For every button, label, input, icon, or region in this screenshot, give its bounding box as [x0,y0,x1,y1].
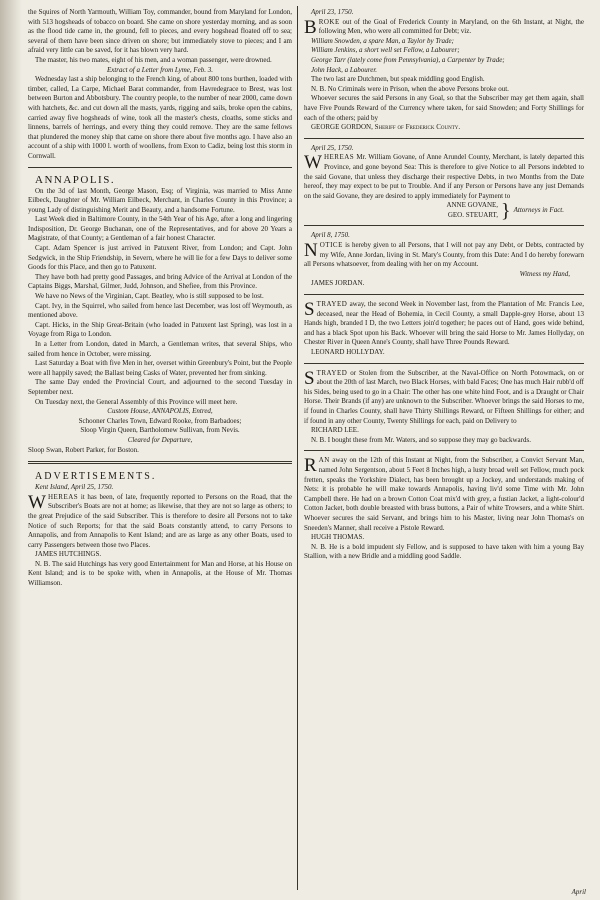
drop-cap: R [304,455,317,477]
advertisement-govane [304,144,584,221]
ad-text: away, the second Week in November last, from the Plantation of Mr. Francis Lee, deceased, near the Head of Bohemia, in Cecil County, a small Dapple-grey Horse, about 13 Hands high, branded I D, the two Letters join'd together; he paces out of Hand, goes wide behind, and has a black Spot upon his Back. Whoever will bring the said Horse to Mr. James Hollyday, on Chester River in Queen Anne's County, shall have Three Pounds Reward. [304,300,584,347]
ad-signature: RICHARD LEE. [311,426,359,435]
advertisement-lee [304,369,584,446]
drop-cap: B [304,16,317,38]
ad-note: The two last are Dutchmen, but speak middling good English. [311,75,485,84]
ad-signature: JAMES HUTCHINGS. [35,550,102,559]
ad-witness: Witness my Hand, [519,269,570,278]
drop-cap: S [304,367,315,389]
ad-dateline: April 25, 1750. [311,143,354,152]
news-paragraph: In a Letter from London, dated in March, a Gentleman writes, that several Ships, who sailed from hence in October, were missing. [28,340,292,358]
ad-rule [304,450,584,451]
ad-note: N. B. The said Hutchings has very good Entertainment for Man and Horse, at his House on Kent Island; and is to be spoke with, when in Annapolis, at the House of Mr. Thomas Williamson. [28,559,292,588]
ad-note: N. B. I bought these from Mr. Waters, and so suppose they may go backwards. [311,435,531,444]
ad-body [304,153,584,201]
ad-body [28,493,292,551]
ad-text: out of the Goal of Frederick County in Maryland, on the 6th Instant, at Night, the following Men, who were all committed for Debt; viz. [318,17,584,36]
ad-rule [304,225,584,226]
drop-cap: S [304,299,315,321]
ad-list-item: George Tarr (lately come from Pennsylvania), a Carpenter by Trade; [311,55,505,64]
ad-text: or Stolen from the Subscriber, at the Naval-Office on North Potowmack, on or about the 20th of last March, two Black Horses, with bald Faces; One has much Hair rubb'd off his Sides, being used to go in a Chair: The other has one white hind Foot, and is a Draught or Chair Horse. Their Brands (if any) are unknown to the Subscriber. Whoever brings the said Horses to me, if found in Charles County, shall have Thirty Shillings Reward, or Fifteen Shillings for either; and if found in any other County, Twenty Shillings for each, paid on Delivery to [304,368,584,425]
ad-opener: AN [318,456,330,465]
advertisement-thomas [304,456,584,562]
ad-rule [304,363,584,364]
ad-opener: TRAYED [316,368,348,377]
custom-house [28,407,292,455]
ad-body [304,369,584,427]
ad-dateline: Kent Island, April 25, 1750. [35,483,114,492]
ad-opener: OTICE [319,241,343,250]
section-title-annapolis: ANNAPOLIS. [35,173,116,186]
ad-text: Whoever secures the said Persons in any Goal, so that the Subscriber may get them again, shall have Five Pounds Reward of the Currency where taken, for said Snowden; and Forty Shillings for each of the others; paid by [304,94,584,122]
cleared-entry: Sloop Swan, Robert Parker, for Boston. [28,445,139,454]
ad-rule [304,138,584,139]
custom-house-entry: Sloop Virgin Queen, Bartholomew Sullivan, from Nevis. [80,426,240,435]
ad-body [304,241,584,270]
news-paragraph: Last Week died in Baltimore County, in the 54th Year of his Age, after a long and lingering Indisposition, Dr. George Buchanan, one of the Representatives, and for above 20 Years a Magistrate, of that County; a Gentleman of a fair honest Character. [28,215,292,243]
news-paragraph: On the 3d of last Month, George Mason, Esq; of Virginia, was married to Miss Anne Eilbeck, Daughter of Mr. William Eilbeck, Merchant, in Charles County in this Province; a young Lady of distinguishing Merit and Beauty, and a handsome Fortune. [28,186,292,214]
drop-cap: W [28,491,46,513]
brace-glyph: } [501,199,511,222]
section-rule [28,461,292,464]
left-column [28,8,292,886]
ad-body [304,456,584,533]
ad-opener: TRAYED [316,300,348,309]
news-paragraph: Capt. Adam Spencer is just arrived in Patuxent River, from London; and Capt. John Sedgwick, in the Ship Friendship, in Severn, where he will lie for a few Days to deliver some Goods for this Place, and then go to Patuxent. [28,244,292,272]
custom-house-entry: Schooner Charles Town, Edward Rooke, from Barbadoes; [78,416,242,425]
attorney-name: ANNE GOVANE, [446,201,499,210]
ad-list-item: William Jenkins, a short well set Fellow, a Labourer; [311,46,460,55]
ad-opener: HEREAS [47,492,79,501]
annapolis-news [28,187,292,408]
ad-list-item: William Snowden, a spare Man, a Taylor by Trade; [311,36,454,45]
ad-signature: LEONARD HOLLYDAY. [311,348,385,356]
ad-text: Mr. William Govane, of Anne Arundel County, Merchant, is lately departed this Province, and gone beyond Sea: This is therefore to give Notice to all Persons indebted to the said Govane, that unless they discharge their respective Debts, in two Months from the Date hereof, they may expect to be put to Trouble. And if any Person or Persons have any just Demands on the said Govane, they are desired to apply immediately for Payment to [304,153,584,200]
ad-dateline: April 8, 1750. [311,231,350,240]
catchword: April [571,888,586,897]
advertisement-gaol-break [304,8,584,133]
ad-signature: HUGH THOMAS. [311,533,365,542]
news-paragraph: They have both had pretty good Passages, and bring Advice of the Arrival at London of the Captains Biggs, Marshal, Gilmer, Judd, Johnson, and Shefiee, from this Province. [28,272,292,291]
attorney-name: GEO. STEUART, [447,210,499,219]
news-paragraph: Capt. Hicks, in the Ship Great-Britain (who loaded in Patuxent last Spring), was lost in a Voyage from Riga to London. [28,320,292,339]
news-paragraph: Last Saturday a Boat with five Men in her, overset within Greenbury's Point, but the People were all happily saved; the Ballast being Casks of Water, prevented her from sinking. [28,359,292,377]
news-paragraph: We have no News of the Virginian, Capt. Beatley, who is still supposed to be lost. [35,292,264,301]
news-paragraph: The master, his two mates, eight of his men, and a woman passenger, were drowned. [35,55,272,64]
ad-opener: HEREAS [323,153,355,162]
news-paragraph: Capt. Ivy, in the Squirrel, who sailed from hence last December, was lost off Weymouth, as mentioned above. [28,301,292,320]
ad-rule [304,294,584,295]
column-divider [297,6,298,890]
ad-body [304,18,584,37]
attorneys-block [304,201,584,220]
ad-signature: JAMES JORDAN. [311,279,365,288]
ad-text: away on the 12th of this Instant at Night, from the Subscriber, a Convict Servant Man, named John Sergentson, about 5 Feet 8 Inches high, a lusty broad well set Fellow, much pock fretten, speaks the Yorkshire Dialect, has been brought up a Jockey, and understands making of Nets: it is probable he will make towards Annapolis, having liv'd some Time with Mr. John Campbell there. He had on a brown Cotton Coat mix'd with grey, a fustian Jacket, a light-colour'd Cotton Jacket, both double breasted with brass buttons, a Pair of white Trowsers, and a white Shirt. Whoever secures the said Servant, and brings him to his Master, living near John Thomas's on Sneeden's Manner, shall receive a Pistole Reward. [304,456,584,532]
drop-cap: N [304,240,318,262]
right-column [304,8,584,886]
news-paragraph: the Squires of North Yarmouth, William Toy, commander, bound from Maryland for London, with 513 hogsheads of tobacco on board. She came on shore yesterday morning, and as soon as the flood tide came in, the ground, fell to pieces, and every hogshead floated off to sea; several of them have been since driven on shore; but immediately stove to pieces; and I am afraid very little can be saved, for it has blown very hard. [28,8,292,55]
ad-dateline: April 23, 1750. [311,8,354,16]
cleared-header: Cleared for Departure, [127,435,193,444]
advertisement-hollyday [304,300,584,358]
news-paragraph: The same Day ended the Provincial Court, and adjourned to the second Tuesday in September next. [28,378,292,396]
drop-cap: W [304,152,322,174]
ad-body [304,300,584,348]
advertisement-hutchings [28,483,292,589]
news-top [28,8,292,162]
letter-heading: Extract of a Letter from Lyme, Feb. 3. [106,65,214,74]
ad-opener: ROKE [318,17,340,26]
section-title-advertisements: ADVERTISEMENTS. [35,471,157,483]
section-rule [28,167,292,168]
ad-signature: GEORGE GORDON, Sheriff of Frederick County. [311,123,461,132]
news-paragraph: Wednesday last a ship belonging to the French king, of about 800 tons burthen, loaded with timber, called, La Carpe, Michael Barat commander, from Havredegrace to Brest, was lost between Burton and Abbotsbury. The country people, to the number of near 2000, came down with hatchets, &c. and cut down all the masts, yards, rigging and sails, broke open the cabins, carried away five hogsheads of wine, took all the master's chests, cloaths, some sticks and linnens, barrels of herrings, and every thing they could remove. They are the same fellows that plundered the money ship that came on shore there about five months ago. I have also an account of a ship with 1000 l. worth of woollens, from Exon to Cadiz, being lost this storm in Cornwall. [28,75,292,160]
ad-note: N. B. No Criminals were in Prison, when the above Persons broke out. [311,84,509,93]
ad-note: N. B. He is a bold impudent sly Fellow, and is supposed to have taken with him a young Bay Stallion, with a new Bridle and a middling good Saddle. [304,542,584,561]
news-paragraph: On Tuesday next, the General Assembly of this Province will meet here. [35,397,238,406]
custom-house-header: Custom House, ANNAPOLIS, Entred, [107,407,213,416]
attorney-names [446,201,498,220]
ad-list-item: John Hack, a Labourer. [311,65,378,74]
attorneys-label: Attorneys in Fact. [513,206,564,215]
advertisement-jordan [304,231,584,289]
ad-text: is hereby given to all Persons, that I will not pay any Debt, or Debts, contracted by my Wife, Anne Jordan, living in St. Mary's County, from this Date: And I do hereby forewarn all Persons whatsoever, from dealing with her on my Account. [304,241,584,269]
ad-text: it has been, of late, frequently reported to Persons on the Road, that the Subscriber's Boats are not at home; as likewise, that they are not so large as others; to the great Prejudice of the said Subscriber. This is therefore to desire all Persons not to take Notice of such Reports; for that the said Boats constantly attend, to carry Persons to Annapolis, and from Annapolis to Kent Island; and are as large as any other Boats, used to carry Passengers between those two Places. [28,492,292,549]
